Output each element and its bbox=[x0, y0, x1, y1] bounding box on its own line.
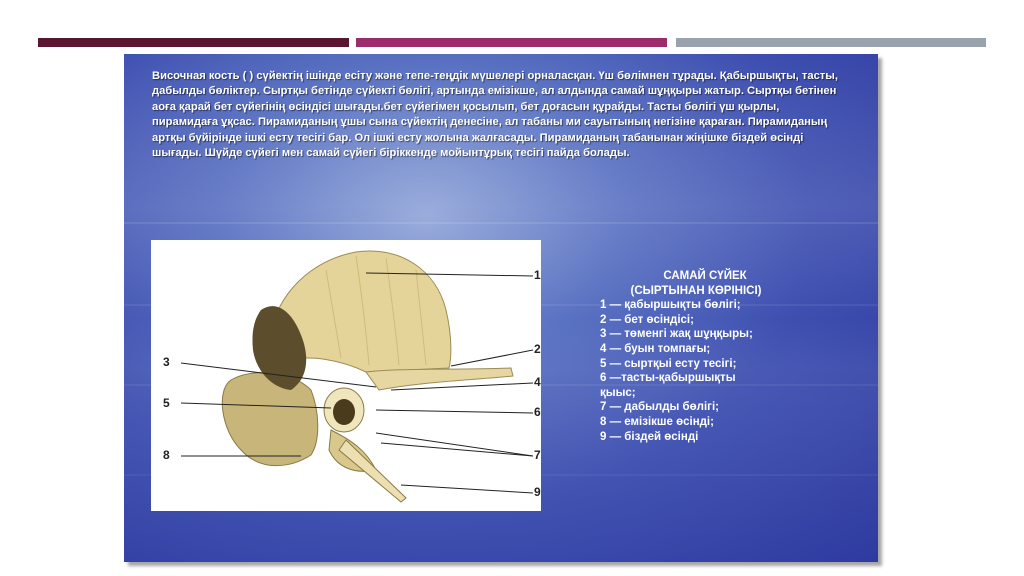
figure-legend bbox=[600, 269, 810, 444]
header-bar-magenta bbox=[356, 38, 667, 47]
figure-label-2: 2 bbox=[534, 342, 541, 356]
figure-label-8: 8 bbox=[163, 448, 170, 462]
figure-label-1: 1 bbox=[534, 268, 541, 282]
ear-canal-opening bbox=[333, 399, 355, 425]
legend-item: 3 — төменгі жақ шұңқыры; bbox=[600, 328, 753, 341]
legend-item: 4 — буын томпағы; bbox=[600, 342, 711, 355]
temporal-bone-illustration bbox=[151, 240, 541, 511]
legend-item: 7 — дабылды бөлігі; bbox=[600, 401, 719, 414]
header-bar-maroon bbox=[38, 38, 349, 47]
zygomatic-process-shape bbox=[366, 368, 513, 390]
water-streak bbox=[124, 222, 878, 224]
legend-item: қыыс; bbox=[600, 386, 636, 399]
legend-subtitle: (СЫРТЫНАН КӨРІНІСІ) bbox=[630, 284, 762, 297]
header-bar-gray bbox=[676, 38, 986, 47]
body-paragraph: Височная кость ( ) сүйектің ішінде есіту және тепе-теңдік мүшелері орналасқан. Үш бөлімнен тұрады. Қабыршықты, тасты, дабылды бөліктер. Сыртқы бетінде сүйекті бөлігі, артында емізікше, ал алдында самай шұңқыры жатыр. Сыртқы бетінен аоға қарай бет сүйегінің өсіндісі шығады.бет сүйегімен қосылып, бет доғасын құрайды. Тасты бөлігі үш қырлы, пирамидаға ұқсас. Пирамиданың ұшы сына сүйектің денесіне, ал табаны ми сауытының негізіне қараған. Пирамиданың артқы бүйірінде ішкі есту тесігі бар. Ол ішкі есту жолына жалғасады. Пирамиданың табанынан жіңішке біздей өсінді шығады. Шүйде сүйегі мен самай сүйегі біріккенде мойынтұрық тесігі пайда болады. bbox=[152, 70, 838, 160]
mastoid-process-shape bbox=[222, 373, 317, 466]
legend-item: 5 — сыртқыі есту тесігі; bbox=[600, 357, 737, 370]
figure-label-6: 6 bbox=[534, 405, 541, 419]
figure-label-4: 4 bbox=[534, 375, 541, 389]
temporal-bone-figure bbox=[151, 240, 541, 511]
figure-label-3: 3 bbox=[163, 355, 170, 369]
legend-item: 6 —тасты-қабыршықты bbox=[600, 372, 736, 385]
slide-panel bbox=[124, 54, 878, 562]
figure-label-9: 9 bbox=[534, 485, 541, 499]
legend-item: 2 — бет өсіндісі; bbox=[600, 313, 694, 326]
legend-item: 1 — қабыршықты бөлігі; bbox=[600, 299, 741, 312]
legend-item: 8 — емізікше өсінді; bbox=[600, 415, 714, 428]
styloid-process-shape bbox=[339, 440, 406, 502]
figure-label-5: 5 bbox=[163, 396, 170, 410]
legend-title: САМАЙ СҮЙЕК bbox=[663, 270, 747, 282]
figure-label-7: 7 bbox=[534, 448, 541, 462]
legend-item: 9 — біздей өсінді bbox=[600, 430, 699, 443]
